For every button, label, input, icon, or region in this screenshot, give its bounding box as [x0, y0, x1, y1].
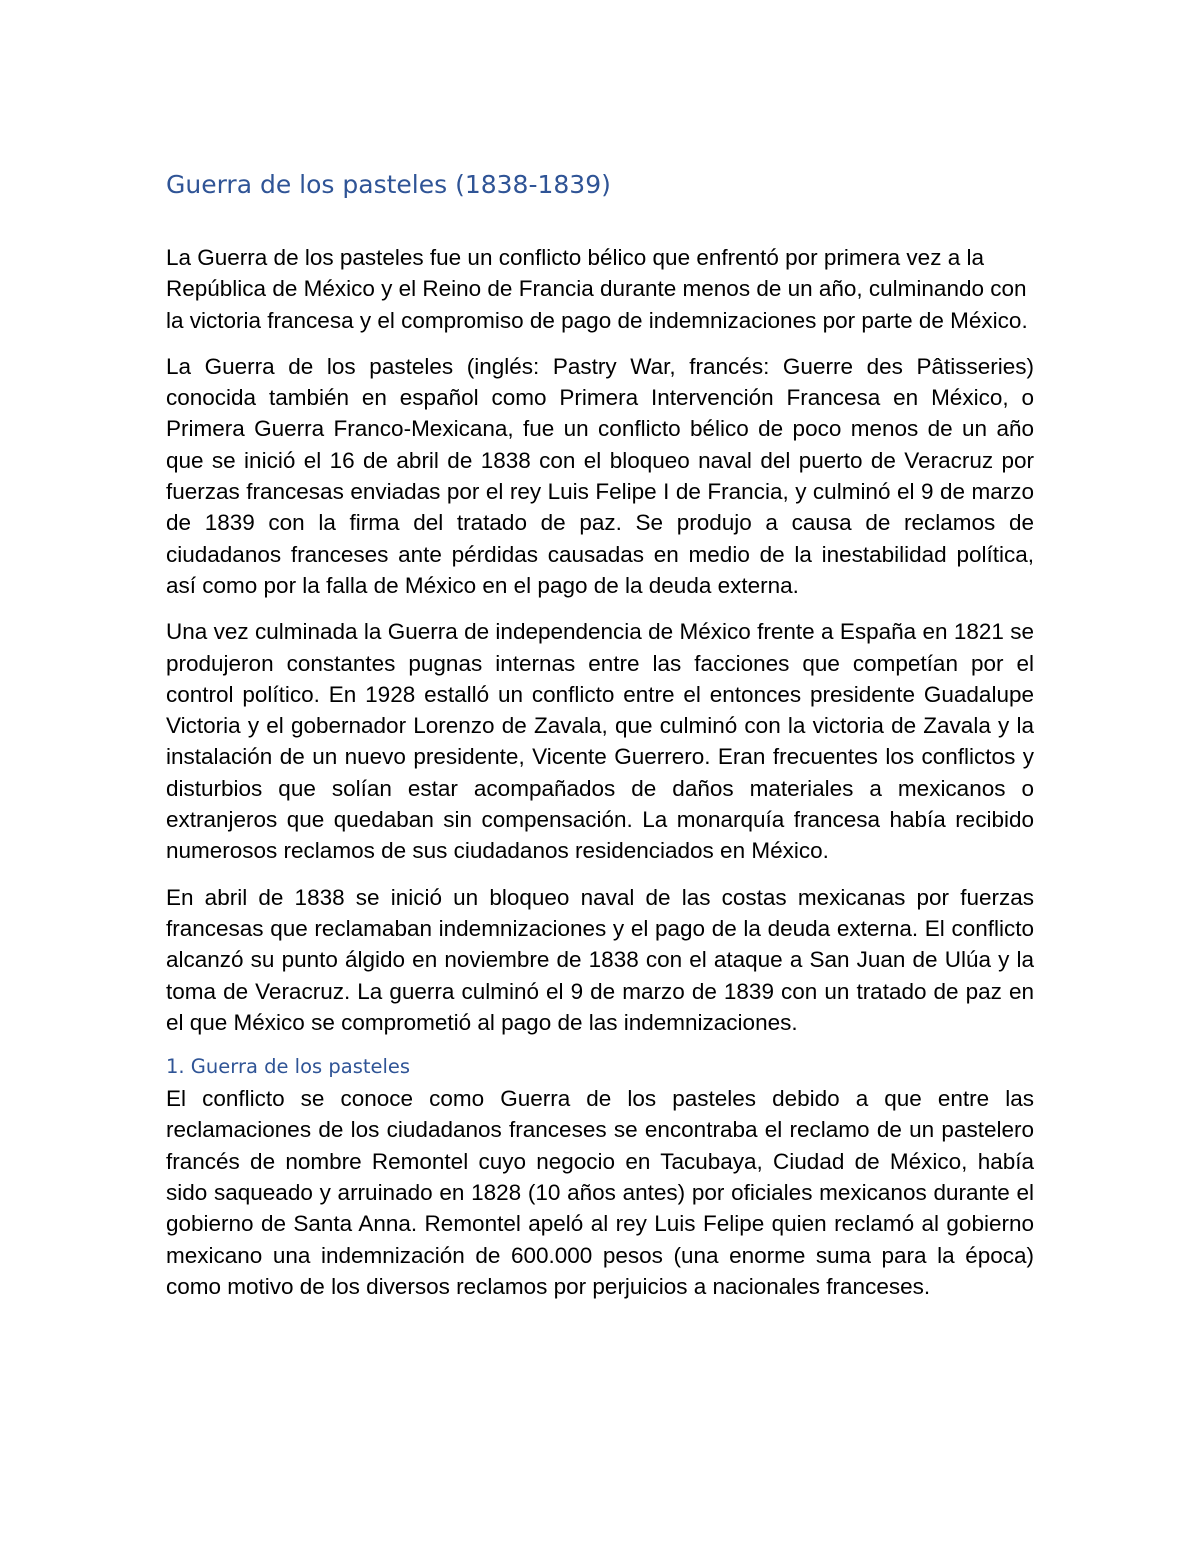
paragraph-section-1: El conflicto se conoce como Guerra de los pasteles debido a que entre las reclamaciones de los ciudadanos franceses se encontraba el reclamo de un pastelero francés de nombre Remontel cuyo negocio en Tacubaya, Ciudad de México, había sido saqueado y arruinado en 1828 (10 años antes) por oficiales mexicanos durante el gobierno de Santa Anna. Remontel apeló al rey Luis Felipe quien reclamó al gobierno mexicano una indemnización de 600.000 pesos (una enorme suma para la época) como motivo de los diversos reclamos por perjuicios a nacionales franceses. — [166, 1086, 1034, 1299]
paragraph-overview: La Guerra de los pasteles (inglés: Pastry War, francés: Guerre des Pâtisseries) conocida también en español como Primera Intervención Francesa en México, o Primera Guerra Franco-Mexicana, fue un conflicto bélico de poco menos de un año que se inició el 16 de abril de 1838 con el bloqueo naval del puerto de Veracruz por fuerzas francesas enviadas por el rey Luis Felipe I de Francia, y culminó el 9 de marzo de 1839 con la firma del tratado de paz. Se produjo a causa de reclamos de ciudadanos franceses ante pérdidas causadas en medio de la inestabilidad política, así como por la falla de México en el pago de la deuda externa. — [166, 353, 1034, 598]
paragraph-background: Una vez culminada la Guerra de independencia de México frente a España en 1821 se produjeron constantes pugnas internas entre las facciones que competían por el control político. En 1928 estalló un conflicto entre el entonces presidente Guadalupe Victoria y el gobernador Lorenzo de Zavala, que culminó con la victoria de Zavala y la instalación de un nuevo presidente, Vicente Guerrero. Eran frecuentes los conflictos y disturbios que solían estar acompañados de daños materiales a mexicanos o extranjeros que quedaban sin compensación. La monarquía francesa había recibido numerosos reclamos de sus ciudadanos residenciados en México. — [166, 619, 1034, 864]
document-title: Guerra de los pasteles (1838-1839) — [166, 170, 611, 199]
paragraph-blockade: En abril de 1838 se inició un bloqueo naval de las costas mexicanas por fuerzas francesas que reclamaban indemnizaciones y el pago de la deuda externa. El conflicto alcanzó su punto álgido en noviembre de 1838 con el ataque a San Juan de Ulúa y la toma de Veracruz. La guerra culminó el 9 de marzo de 1839 con un tratado de paz en el que México se comprometió al pago de las indemnizaciones. — [166, 884, 1034, 1035]
document-page — [166, 168, 1034, 1317]
section-heading: 1. Guerra de los pasteles — [166, 1055, 411, 1079]
paragraph-intro: La Guerra de los pasteles fue un conflicto bélico que enfrentó por primera vez a la República de México y el Reino de Francia durante menos de un año, culminando con la victoria francesa y el compromiso de pago de indemnizaciones por parte de México. — [166, 245, 1028, 333]
